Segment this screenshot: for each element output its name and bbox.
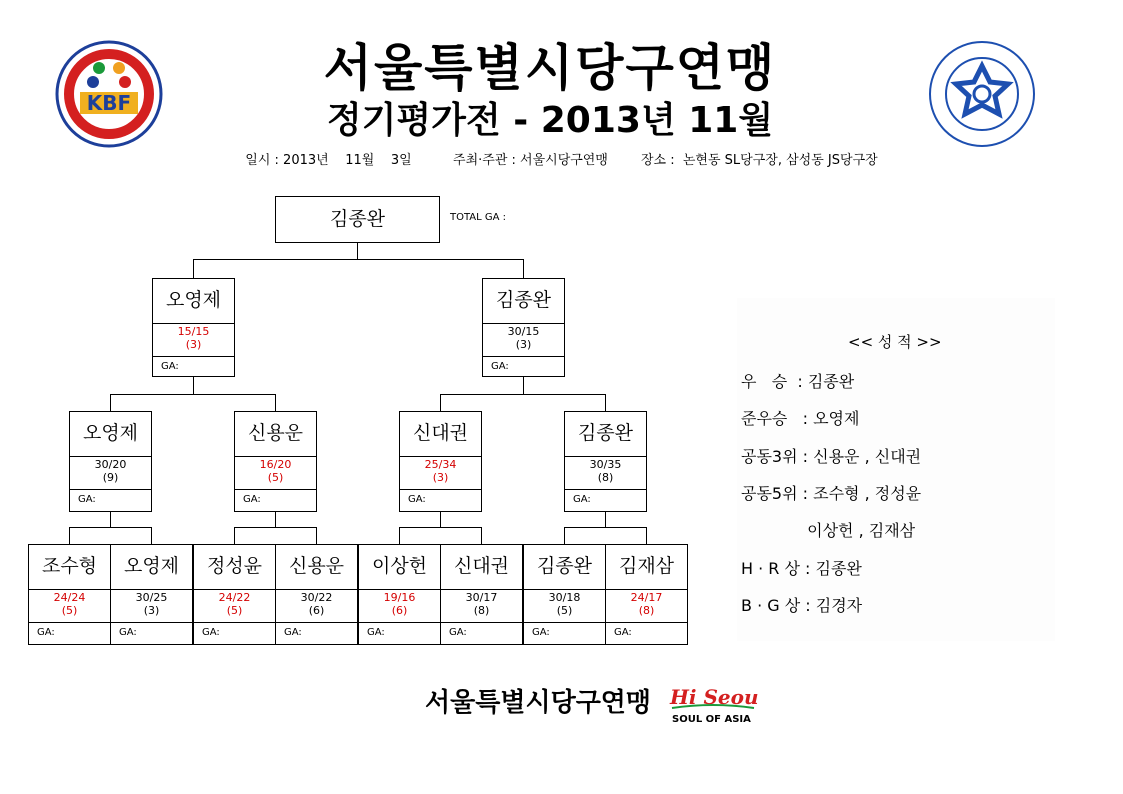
ga-label: GA: xyxy=(37,627,55,638)
kbf-text: KBF xyxy=(86,91,132,115)
total-ga-label: TOTAL GA : xyxy=(450,212,507,223)
bracket-line xyxy=(440,394,606,395)
ga-label: GA: xyxy=(491,361,509,372)
bracket-line xyxy=(523,377,524,394)
first-box-7 xyxy=(605,544,688,645)
ga-label: GA: xyxy=(161,361,179,372)
player-name: 김종완 xyxy=(565,412,646,457)
semi-box-0 xyxy=(152,278,235,377)
score: 30/25 (3) xyxy=(111,590,192,623)
score: 30/20 (9) xyxy=(70,457,151,490)
bracket-line xyxy=(69,527,70,544)
ga-label: GA: xyxy=(573,494,591,505)
page-subtitle: 정기평가전 - 2013년 11월 xyxy=(326,100,774,141)
result-row: 공동5위 : 조수형 , 정성윤 xyxy=(741,484,922,503)
bracket-line xyxy=(399,527,400,544)
first-box-3 xyxy=(275,544,358,645)
bracket-line xyxy=(69,527,152,528)
ga-label: GA: xyxy=(449,627,467,638)
score: 30/15 (3) xyxy=(483,324,564,357)
bracket-line xyxy=(193,377,194,394)
bracket-line xyxy=(564,527,647,528)
ga-label: GA: xyxy=(78,494,96,505)
svg-text:Hi Seoul: Hi Seoul xyxy=(670,685,758,709)
event-info: 일시 : 2013년 11월 3일 주최·주관 : 서울시당구연맹 장소 : 논현동 SL당구장, 삼성동 JS당구장 xyxy=(245,153,878,168)
bracket-line xyxy=(151,527,152,544)
player-name: 오영제 xyxy=(111,545,192,590)
ga-label: GA: xyxy=(202,627,220,638)
score: 24/24 (5) xyxy=(29,590,110,623)
bracket-line xyxy=(193,259,194,278)
player-name: 오영제 xyxy=(153,279,234,324)
result-row: 공동3위 : 신용운 , 신대권 xyxy=(741,447,922,466)
player-name: 신용운 xyxy=(276,545,357,590)
quarter-box-2 xyxy=(399,411,482,512)
player-name: 신대권 xyxy=(400,412,481,457)
hi-seoul-logo xyxy=(668,680,758,730)
quarter-box-1 xyxy=(234,411,317,512)
first-box-1 xyxy=(110,544,193,645)
score: 25/34 (3) xyxy=(400,457,481,490)
score: 30/35 (8) xyxy=(565,457,646,490)
bracket-line xyxy=(275,394,276,411)
semi-box-1 xyxy=(482,278,565,377)
bracket-line xyxy=(523,259,524,278)
player-name: 신대권 xyxy=(441,545,522,590)
bracket-line xyxy=(275,512,276,528)
ga-label: GA: xyxy=(532,627,550,638)
player-name: 김종완 xyxy=(524,545,605,590)
page-title: 서울특별시당구연맹 xyxy=(323,39,777,97)
player-name: 정성윤 xyxy=(194,545,275,590)
player-name: 조수형 xyxy=(29,545,110,590)
footer-org: 서울특별시당구연맹 xyxy=(425,688,652,718)
quarter-box-3 xyxy=(564,411,647,512)
score: 30/17 (8) xyxy=(441,590,522,623)
bracket-line xyxy=(440,512,441,528)
bracket-line xyxy=(440,394,441,411)
result-row: 이상헌 , 김재삼 xyxy=(741,521,916,540)
first-box-6 xyxy=(523,544,606,645)
kbf-logo xyxy=(55,40,163,148)
player-name: 오영제 xyxy=(70,412,151,457)
bracket-line xyxy=(234,527,317,528)
score: 24/17 (8) xyxy=(606,590,687,623)
bracket-line xyxy=(646,527,647,544)
svg-text:SOUL OF ASIA: SOUL OF ASIA xyxy=(672,714,751,725)
first-box-5 xyxy=(440,544,523,645)
bracket-line xyxy=(605,394,606,411)
bracket-line xyxy=(234,527,235,544)
score: 30/18 (5) xyxy=(524,590,605,623)
bracket-line xyxy=(193,259,524,260)
champion-box: 김종완 xyxy=(275,196,440,243)
bracket-line xyxy=(316,527,317,544)
player-name: 김종완 xyxy=(483,279,564,324)
player-name: 김재삼 xyxy=(606,545,687,590)
result-row: 우 승 : 김종완 xyxy=(741,372,855,391)
result-row: 준우승 : 오영제 xyxy=(741,409,860,428)
quarter-box-0 xyxy=(69,411,152,512)
bracket-line xyxy=(399,527,482,528)
bracket-line xyxy=(481,527,482,544)
seoul-sports-council-logo xyxy=(928,40,1036,148)
result-row: B · G 상 : 김경자 xyxy=(741,596,863,615)
bracket-line xyxy=(110,512,111,528)
ga-label: GA: xyxy=(284,627,302,638)
bracket-line xyxy=(110,394,111,411)
ga-label: GA: xyxy=(243,494,261,505)
ga-label: GA: xyxy=(408,494,426,505)
ga-label: GA: xyxy=(367,627,385,638)
first-box-4 xyxy=(358,544,441,645)
first-box-0 xyxy=(28,544,111,645)
bracket-line xyxy=(357,243,358,260)
bracket-line xyxy=(605,512,606,528)
player-name: 이상헌 xyxy=(359,545,440,590)
score: 15/15 (3) xyxy=(153,324,234,357)
score: 16/20 (5) xyxy=(235,457,316,490)
results-title: << 성 적 >> xyxy=(848,333,942,351)
score: 24/22 (5) xyxy=(194,590,275,623)
first-box-2 xyxy=(193,544,276,645)
bracket-line xyxy=(564,527,565,544)
bracket-line xyxy=(110,394,276,395)
score: 19/16 (6) xyxy=(359,590,440,623)
player-name: 신용운 xyxy=(235,412,316,457)
result-row: H · R 상 : 김종완 xyxy=(741,559,862,578)
ga-label: GA: xyxy=(119,627,137,638)
score: 30/22 (6) xyxy=(276,590,357,623)
ga-label: GA: xyxy=(614,627,632,638)
